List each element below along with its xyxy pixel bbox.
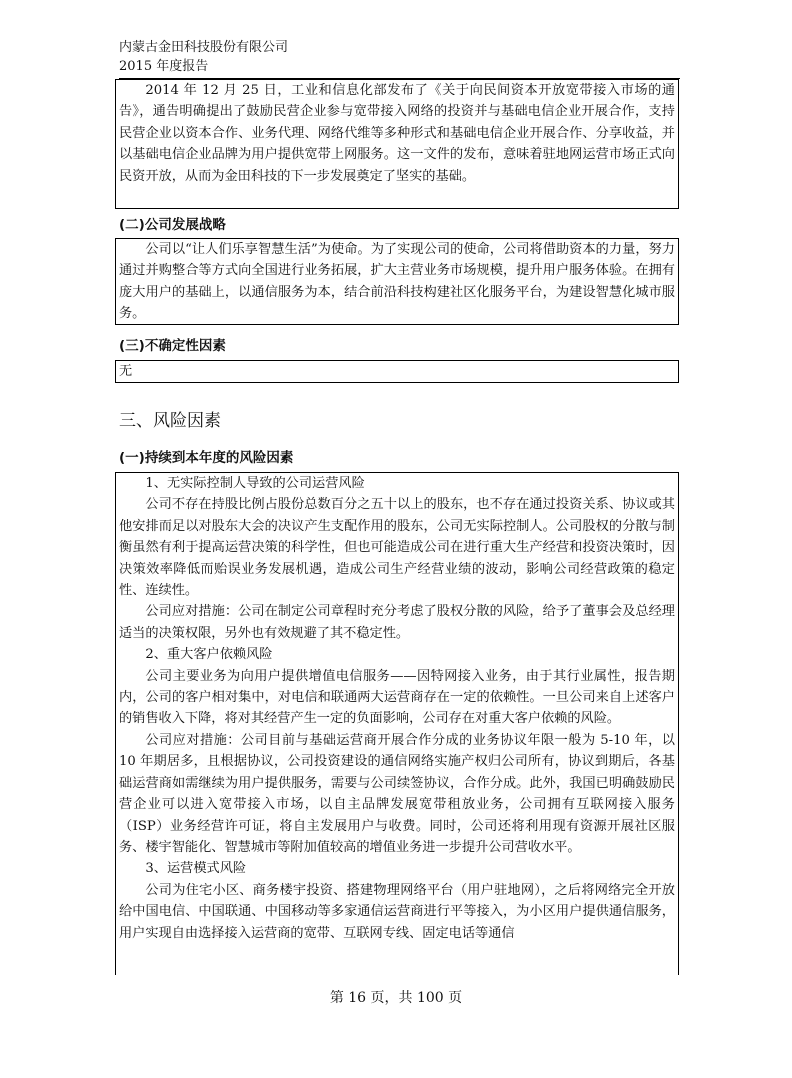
risk-paragraph-1: 公司不存在持股比例占股份总数百分之五十以上的股东，也不存在通过投资关系、协议或其他安排而足以对股东大会的决议产生支配作用的股东，公司无实际控制人。公司股权的分散与制衡虽然有利于提高运营决策的科学性，但也可能造成公司在进行重大生产经营和投资决策时，因决策效率降低而贻误业务发展机遇，造成公司生产经营业绩的波动，影响公司经营政策的稳定性、连续性。 <box>119 497 675 599</box>
risk-subheading-1: 1、无实际控制人导致的公司运营风险 <box>145 476 365 491</box>
strategy-box <box>115 238 679 325</box>
uncertainty-box <box>115 360 679 383</box>
strategy-heading: (二)公司发展战略 <box>119 217 226 233</box>
policy-box <box>115 79 679 209</box>
page-header <box>119 38 288 76</box>
risk-subheading-2: 2、重大客户依赖风险 <box>145 647 273 663</box>
page-footer: 第 16 页，共 100 页 <box>329 990 463 1006</box>
uncertainty-heading: (三)不确定性因素 <box>119 338 226 354</box>
risk-paragraph-5: 公司为住宅小区、商务楼宇投资、搭建物理网络平台（用户驻地网），之后将网络完全开放给中国电信、中国联通、中国移动等多家通信运营商进行平等接入，为小区用户提供通信服务，用户实现自由选择接入运营商的宽带、互联网专线、固定电话等通信 <box>119 882 675 941</box>
report-title: 2015 年度报告 <box>119 59 209 74</box>
risk-box <box>115 472 679 975</box>
risk-paragraph-3: 公司主要业务为向用户提供增值电信服务——因特网接入业务，由于其行业属性，报告期内，公司的客户相对集中，对电信和联通两大运营商存在一定的依赖性。一旦公司来自上述客户的销售收入下降，将对其经营产生一定的负面影响，公司存在对重大客户依赖的风险。 <box>119 668 675 727</box>
strategy-paragraph: 公司以“让人们乐享智慧生活”为使命。为了实现公司的使命，公司将借助资本的力量，努力通过并购整合等方式向全国进行业务拓展，扩大主营业务市场规模，提升用户服务体验。在拥有庞大用户的基础上，以通信服务为本，结合前沿科技构建社区化服务平台，为建设智慧化城市服务。 <box>119 242 675 322</box>
risk-paragraph-4: 公司应对措施：公司目前与基础运营商开展合作分成的业务协议年限一般为 5-10 年，以 10 年期居多，且根据协议，公司投资建设的通信网络实施产权归公司所有，协议到期后，各基础运营商如需继续为用户提供服务，需要与公司续签协议，合作分成。此外，我国已明确鼓励民营企业可以进入宽带接入市场，以自主品牌发展宽带租放业务，公司拥有互联网接入服务（ISP）业务经营许可证，将自主发展用户与收费。同时，公司还将利用现有资源开展社区服务、楼宇智能化、智慧城市等附加值较高的增值业务进一步提升公司营收水平。 <box>119 732 675 855</box>
risk-subheading-3: 3、运营模式风险 <box>145 861 247 877</box>
company-name: 内蒙古金田科技股份有限公司 <box>119 40 289 55</box>
risk-paragraph-2: 公司应对措施：公司在制定公司章程时充分考虑了股权分散的风险，给予了董事会及总经理适当的决策权限，另外也有效规避了其不稳定性。 <box>119 604 675 641</box>
policy-paragraph: 2014 年 12 月 25 日，工业和信息化部发布了《关于向民间资本开放宽带接入市场的通告》，通告明确提出了鼓励民营企业参与宽带接入网络的投资并与基础电信企业开展合作，支持民营企业以资本合作、业务代理、网络代维等多种形式和基础电信企业开展合作、分享收益，并以基础电信企业品牌为用户提供宽带上网服务。这一文件的发布，意味着驻地网运营市场正式向民资开放，从而为金田科技的下一步发展奠定了坚实的基础。 <box>119 83 675 184</box>
uncertainty-content: 无 <box>119 364 133 379</box>
risk-heading: (一)持续到本年度的风险因素 <box>119 450 294 466</box>
section-title: 三、风险因素 <box>119 411 221 431</box>
